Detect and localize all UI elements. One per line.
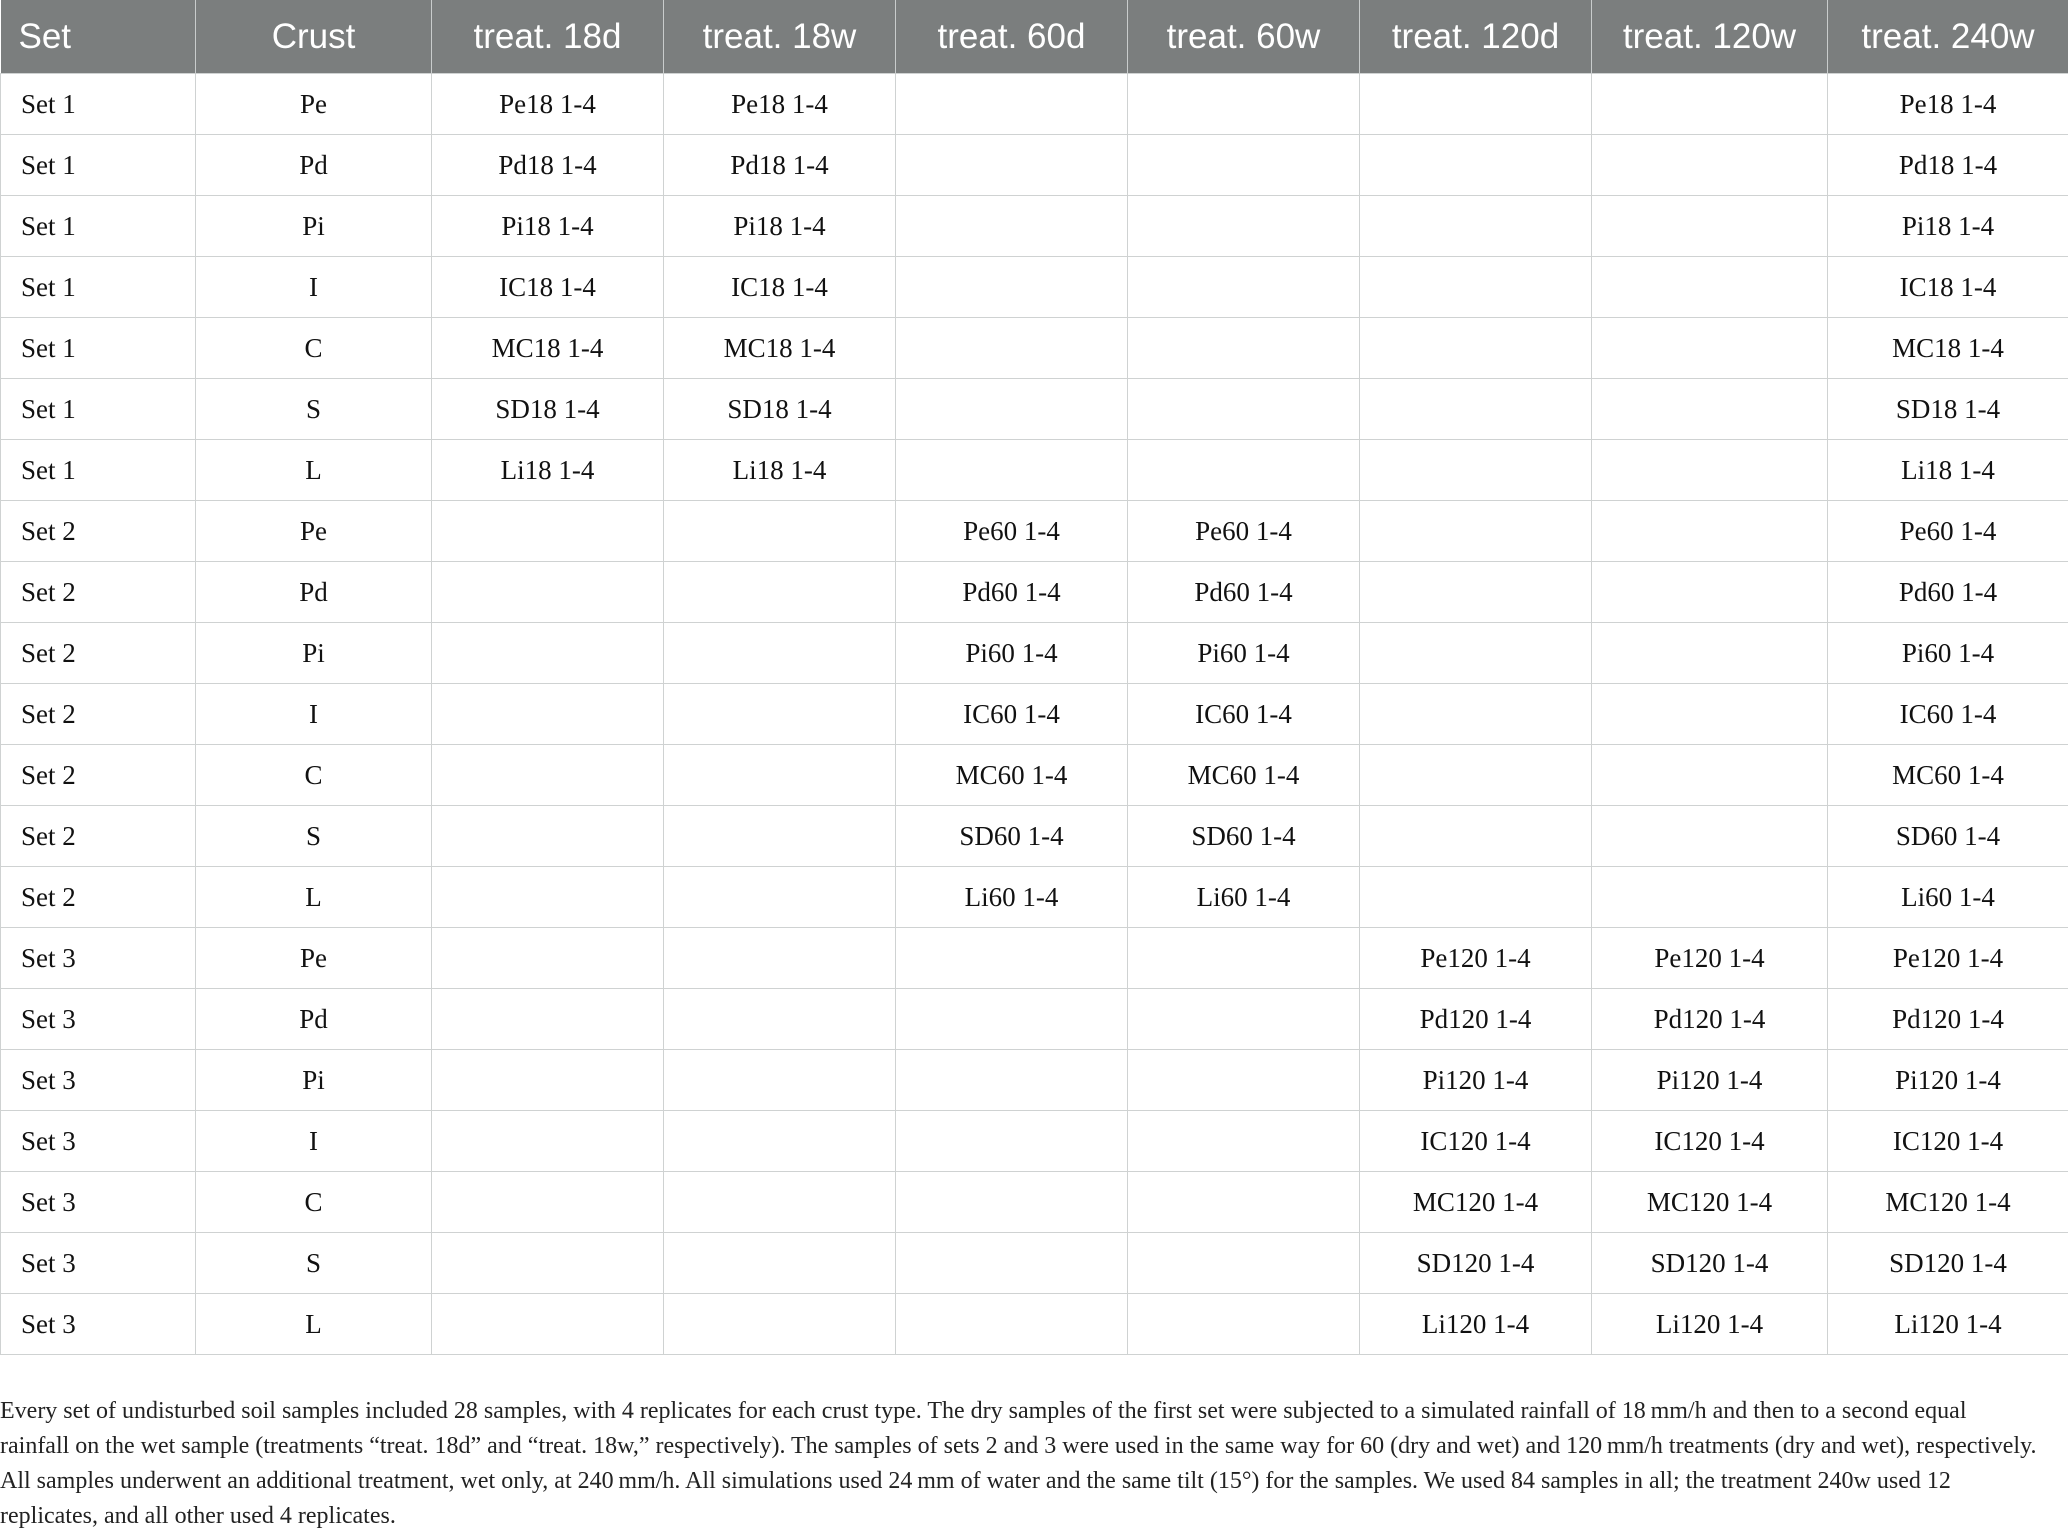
- crust-cell: Pd: [196, 989, 432, 1050]
- sample-cell: Pi18 1-4: [664, 196, 896, 257]
- sample-cell: [896, 135, 1128, 196]
- table-row: [1, 196, 2068, 257]
- crust-cell: S: [196, 379, 432, 440]
- sample-cell: [1592, 501, 1828, 562]
- sample-cell: Pi120 1-4: [1828, 1050, 2068, 1111]
- table-row: [1, 501, 2068, 562]
- sample-cell: Pd120 1-4: [1828, 989, 2068, 1050]
- crust-cell: S: [196, 1233, 432, 1294]
- sample-cell: [1128, 1172, 1360, 1233]
- crust-cell: Pi: [196, 623, 432, 684]
- crust-cell: S: [196, 806, 432, 867]
- table-row: [1, 440, 2068, 501]
- sample-cell: MC120 1-4: [1360, 1172, 1592, 1233]
- crust-cell: C: [196, 1172, 432, 1233]
- sample-cell: [896, 379, 1128, 440]
- sample-cell: [896, 1111, 1128, 1172]
- sample-cell: Li60 1-4: [1828, 867, 2068, 928]
- set-cell: Set 2: [1, 562, 196, 623]
- sample-cell: [1128, 74, 1360, 135]
- sample-cell: [1360, 623, 1592, 684]
- sample-cell: SD60 1-4: [1828, 806, 2068, 867]
- sample-cell: IC120 1-4: [1360, 1111, 1592, 1172]
- sample-cell: [1592, 196, 1828, 257]
- set-cell: Set 2: [1, 867, 196, 928]
- crust-cell: I: [196, 684, 432, 745]
- sample-cell: [1128, 196, 1360, 257]
- sample-cell: [1592, 440, 1828, 501]
- sample-cell: [432, 1294, 664, 1355]
- sample-cell: [664, 989, 896, 1050]
- sample-cell: IC60 1-4: [1128, 684, 1360, 745]
- sample-cell: [664, 867, 896, 928]
- sample-cell: [1360, 135, 1592, 196]
- sample-cell: [896, 1294, 1128, 1355]
- sample-cell: [432, 1111, 664, 1172]
- crust-cell: C: [196, 318, 432, 379]
- sample-cell: [1592, 257, 1828, 318]
- sample-cell: [1360, 684, 1592, 745]
- sample-cell: SD60 1-4: [1128, 806, 1360, 867]
- sample-cell: IC60 1-4: [896, 684, 1128, 745]
- table-row: [1, 623, 2068, 684]
- set-cell: Set 3: [1, 928, 196, 989]
- sample-cell: [896, 928, 1128, 989]
- sample-cell: [1128, 379, 1360, 440]
- crust-cell: Pe: [196, 74, 432, 135]
- table-row: [1, 135, 2068, 196]
- sample-cell: Pd18 1-4: [1828, 135, 2068, 196]
- sample-cell: Pi60 1-4: [1828, 623, 2068, 684]
- sample-cell: [1128, 989, 1360, 1050]
- sample-cell: [664, 684, 896, 745]
- column-header: treat. 18d: [432, 0, 664, 74]
- crust-cell: Pd: [196, 562, 432, 623]
- table-body: [1, 74, 2068, 1355]
- set-cell: Set 3: [1, 1050, 196, 1111]
- sample-cell: SD120 1-4: [1828, 1233, 2068, 1294]
- table-footnote: Every set of undisturbed soil samples included 28 samples, with 4 replicates for each crust type. The dry samples of the first set were subjected to a simulated rainfall of 18 mm/h and then to a second equal rainfall on the wet sample (treatments “treat. 18d” and “treat. 18w,” respectively). The samples of sets 2 and 3 were used in the same way for 60 (dry and wet) and 120 mm/h treatments (dry and wet), respectively. All samples underwent an additional treatment, wet only, at 240 mm/h. All simulations used 24 mm of water and the same tilt (15°) for the samples. We used 84 samples in all; the treatment 240w used 12 replicates, and all other used 4 replicates.: [0, 1394, 2040, 1534]
- sample-cell: Pe60 1-4: [896, 501, 1128, 562]
- sample-cell: Pe120 1-4: [1828, 928, 2068, 989]
- sample-cell: MC120 1-4: [1592, 1172, 1828, 1233]
- set-cell: Set 1: [1, 74, 196, 135]
- sample-cell: Pe60 1-4: [1128, 501, 1360, 562]
- sample-cell: [432, 684, 664, 745]
- table-row: [1, 745, 2068, 806]
- crust-cell: Pi: [196, 196, 432, 257]
- table-row: [1, 318, 2068, 379]
- crust-cell: Pe: [196, 928, 432, 989]
- sample-cell: Pi60 1-4: [1128, 623, 1360, 684]
- sample-cell: IC18 1-4: [664, 257, 896, 318]
- table-row: [1, 806, 2068, 867]
- set-cell: Set 2: [1, 806, 196, 867]
- sample-cell: Pd18 1-4: [432, 135, 664, 196]
- sample-cell: IC60 1-4: [1828, 684, 2068, 745]
- sample-cell: [1592, 684, 1828, 745]
- sample-cell: [1360, 562, 1592, 623]
- table-row: [1, 867, 2068, 928]
- sample-cell: Li18 1-4: [432, 440, 664, 501]
- set-cell: Set 1: [1, 318, 196, 379]
- sample-cell: IC120 1-4: [1592, 1111, 1828, 1172]
- sample-cell: [1360, 74, 1592, 135]
- sample-cell: [432, 1233, 664, 1294]
- sample-cell: [1360, 867, 1592, 928]
- column-header: treat. 120d: [1360, 0, 1592, 74]
- table-row: [1, 684, 2068, 745]
- sample-cell: [1360, 501, 1592, 562]
- sample-cell: SD18 1-4: [1828, 379, 2068, 440]
- set-cell: Set 1: [1, 196, 196, 257]
- sample-cell: [664, 806, 896, 867]
- sample-cell: [1360, 318, 1592, 379]
- sample-cell: Pe120 1-4: [1360, 928, 1592, 989]
- sample-cell: Li120 1-4: [1592, 1294, 1828, 1355]
- set-cell: Set 3: [1, 1233, 196, 1294]
- column-header: treat. 60d: [896, 0, 1128, 74]
- table-row: [1, 989, 2068, 1050]
- sample-cell: [1360, 379, 1592, 440]
- sample-cell: [432, 806, 664, 867]
- sample-cell: Pd60 1-4: [896, 562, 1128, 623]
- sample-cell: [1128, 440, 1360, 501]
- sample-cell: Pe60 1-4: [1828, 501, 2068, 562]
- table-row: [1, 1050, 2068, 1111]
- sample-cell: [1360, 440, 1592, 501]
- sample-cell: [1592, 379, 1828, 440]
- set-cell: Set 2: [1, 501, 196, 562]
- sample-cell: [664, 1172, 896, 1233]
- sample-cell: MC18 1-4: [664, 318, 896, 379]
- sample-cell: Li120 1-4: [1828, 1294, 2068, 1355]
- sample-cell: [664, 562, 896, 623]
- sample-cell: [664, 745, 896, 806]
- sample-cell: [1592, 623, 1828, 684]
- sample-cell: [1360, 196, 1592, 257]
- table-row: [1, 562, 2068, 623]
- sample-cell: [664, 501, 896, 562]
- table-row: [1, 928, 2068, 989]
- sample-cell: Pi120 1-4: [1360, 1050, 1592, 1111]
- column-header: Crust: [196, 0, 432, 74]
- sample-cell: [896, 1172, 1128, 1233]
- sample-cell: [896, 440, 1128, 501]
- sample-cell: [1592, 806, 1828, 867]
- sample-cell: [664, 1050, 896, 1111]
- table-row: [1, 74, 2068, 135]
- sample-cell: [664, 928, 896, 989]
- set-cell: Set 1: [1, 257, 196, 318]
- set-cell: Set 2: [1, 684, 196, 745]
- crust-cell: L: [196, 867, 432, 928]
- sample-cell: SD120 1-4: [1592, 1233, 1828, 1294]
- sample-cell: [896, 318, 1128, 379]
- sample-cell: Li18 1-4: [1828, 440, 2068, 501]
- sample-cell: [432, 1172, 664, 1233]
- crust-cell: L: [196, 1294, 432, 1355]
- sample-cell: Li60 1-4: [1128, 867, 1360, 928]
- sample-cell: [1128, 1050, 1360, 1111]
- sample-cell: Pi18 1-4: [1828, 196, 2068, 257]
- sample-cell: [1592, 318, 1828, 379]
- set-cell: Set 1: [1, 440, 196, 501]
- set-cell: Set 1: [1, 135, 196, 196]
- table-row: [1, 1233, 2068, 1294]
- sample-cell: IC120 1-4: [1828, 1111, 2068, 1172]
- sample-cell: Li120 1-4: [1360, 1294, 1592, 1355]
- sample-cell: MC60 1-4: [1828, 745, 2068, 806]
- sample-cell: Li60 1-4: [896, 867, 1128, 928]
- sample-cell: MC60 1-4: [1128, 745, 1360, 806]
- sample-cell: SD120 1-4: [1360, 1233, 1592, 1294]
- sample-cell: [896, 196, 1128, 257]
- sample-cell: Pi18 1-4: [432, 196, 664, 257]
- sample-cell: [432, 562, 664, 623]
- table-header-row: [1, 0, 2068, 74]
- column-header: treat. 18w: [664, 0, 896, 74]
- table-row: [1, 1294, 2068, 1355]
- sample-cell: [896, 989, 1128, 1050]
- table-row: [1, 379, 2068, 440]
- sample-cell: [1592, 562, 1828, 623]
- sample-cell: [432, 501, 664, 562]
- sample-cell: Pd60 1-4: [1828, 562, 2068, 623]
- sample-cell: [1128, 318, 1360, 379]
- sample-cell: Pd120 1-4: [1592, 989, 1828, 1050]
- sample-cell: Pd120 1-4: [1360, 989, 1592, 1050]
- table-row: [1, 1172, 2068, 1233]
- sample-cell: MC18 1-4: [432, 318, 664, 379]
- sample-cell: SD60 1-4: [896, 806, 1128, 867]
- table-row: [1, 1111, 2068, 1172]
- sample-cell: [432, 623, 664, 684]
- sample-cell: [896, 257, 1128, 318]
- sample-cell: [896, 74, 1128, 135]
- sample-cell: [664, 623, 896, 684]
- column-header: treat. 60w: [1128, 0, 1360, 74]
- sample-cell: Pi120 1-4: [1592, 1050, 1828, 1111]
- sample-cell: Pd18 1-4: [664, 135, 896, 196]
- sample-cell: [432, 928, 664, 989]
- sample-cell: Li18 1-4: [664, 440, 896, 501]
- sample-cell: [896, 1233, 1128, 1294]
- set-cell: Set 3: [1, 989, 196, 1050]
- sample-cell: MC18 1-4: [1828, 318, 2068, 379]
- column-header: treat. 240w: [1828, 0, 2068, 74]
- sample-cell: Pe120 1-4: [1592, 928, 1828, 989]
- sample-cell: [1592, 867, 1828, 928]
- set-cell: Set 1: [1, 379, 196, 440]
- set-cell: Set 3: [1, 1111, 196, 1172]
- sample-cell: [664, 1294, 896, 1355]
- sample-cell: [664, 1111, 896, 1172]
- sample-cell: IC18 1-4: [1828, 257, 2068, 318]
- sample-cell: SD18 1-4: [432, 379, 664, 440]
- crust-cell: I: [196, 257, 432, 318]
- sample-cell: [1360, 806, 1592, 867]
- sample-cell: [432, 745, 664, 806]
- sample-cell: Pe18 1-4: [1828, 74, 2068, 135]
- sample-cell: MC60 1-4: [896, 745, 1128, 806]
- set-cell: Set 2: [1, 745, 196, 806]
- sample-cell: [432, 1050, 664, 1111]
- sample-cell: [1592, 74, 1828, 135]
- column-header: treat. 120w: [1592, 0, 1828, 74]
- sample-cell: SD18 1-4: [664, 379, 896, 440]
- sample-cell: [1128, 135, 1360, 196]
- crust-cell: I: [196, 1111, 432, 1172]
- sample-cell: [432, 867, 664, 928]
- sample-cell: [896, 1050, 1128, 1111]
- crust-cell: C: [196, 745, 432, 806]
- sample-cell: [1592, 745, 1828, 806]
- sample-cell: MC120 1-4: [1828, 1172, 2068, 1233]
- sample-cell: Pi60 1-4: [896, 623, 1128, 684]
- sample-cell: Pe18 1-4: [432, 74, 664, 135]
- crust-cell: Pi: [196, 1050, 432, 1111]
- sample-cell: [1128, 928, 1360, 989]
- sample-cell: Pe18 1-4: [664, 74, 896, 135]
- sample-cell: [1360, 745, 1592, 806]
- set-cell: Set 3: [1, 1172, 196, 1233]
- sample-cell: [432, 989, 664, 1050]
- sample-cell: [1592, 135, 1828, 196]
- crust-cell: L: [196, 440, 432, 501]
- sample-cell: [1128, 1233, 1360, 1294]
- set-cell: Set 2: [1, 623, 196, 684]
- sample-cell: IC18 1-4: [432, 257, 664, 318]
- sample-cell: Pd60 1-4: [1128, 562, 1360, 623]
- sample-cell: [1128, 1294, 1360, 1355]
- sample-cell: [1360, 257, 1592, 318]
- crust-cell: Pd: [196, 135, 432, 196]
- sample-cell: [664, 1233, 896, 1294]
- sample-cell: [1128, 1111, 1360, 1172]
- table-row: [1, 257, 2068, 318]
- crust-cell: Pe: [196, 501, 432, 562]
- set-cell: Set 3: [1, 1294, 196, 1355]
- column-header: Set: [1, 0, 196, 74]
- sample-cell: [1128, 257, 1360, 318]
